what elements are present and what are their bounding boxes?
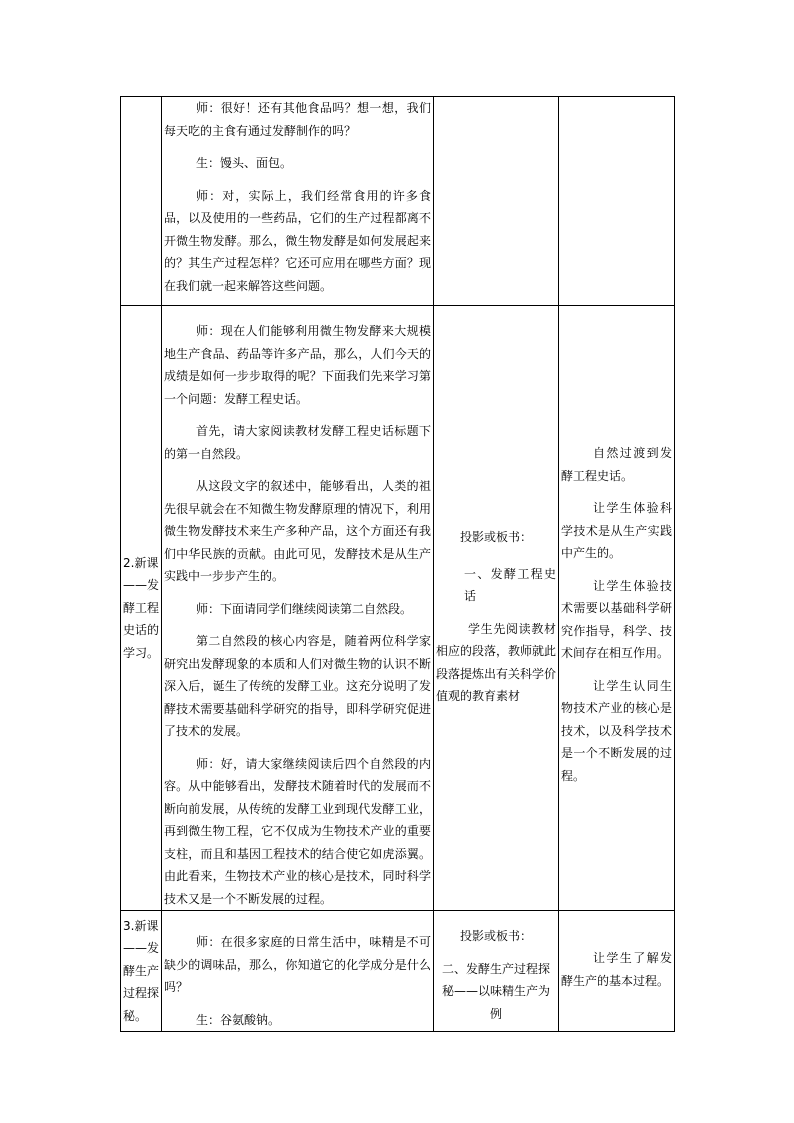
media-title: 一、发酵工程史话 — [464, 566, 556, 603]
process-paragraph: 师：对，实际上，我们经常食用的许多食品，以及使用的一些药品，它们的生产过程都离不开微生物发酵。那么，微生物发酵是如何发展起来的？其生产过程怎样？它还可应用在哪些方面？现在我们就一起来解答这些问题。 — [164, 188, 431, 293]
intent-paragraph: 让学生认同生物技术产业的核心是技术，以及科学技术是一个不断发展的过程。 — [561, 678, 672, 783]
media-note: 学生先阅读教材相应的段落，教师就此段落提炼出有关科学价值观的教育素材 — [436, 621, 557, 703]
media-cell — [434, 306, 559, 911]
media-cell — [434, 911, 559, 1032]
table-row — [121, 97, 675, 306]
process-cell — [162, 306, 434, 911]
process-cell — [162, 97, 434, 306]
media-title: 二、发酵生产过程探秘——以味精生产为例 — [441, 961, 550, 1021]
intent-paragraph: 让学生体验技术需要以基础科学研究作指导，科学、技术间存在相互作用。 — [561, 578, 672, 660]
media-heading: 投影或板书： — [459, 929, 532, 943]
process-paragraph: 师：现在人们能够利用微生物发酵来大规模地生产食品、药品等许多产品，那么，人们今天的成绩是如何一步步取得的呢？下面我们先来学习第一个问题：发酵工程史话。 — [164, 324, 431, 406]
process-paragraph: 师：很好！还有其他食品吗？想一想，我们每天吃的主食有通过发酵制作的吗？ — [164, 101, 431, 138]
intent-cell — [559, 306, 675, 911]
process-paragraph: 师：下面请同学们继续阅读第二自然段。 — [196, 601, 413, 616]
intent-cell — [559, 97, 675, 306]
intent-cell — [559, 911, 675, 1032]
process-paragraph: 从这段文字的叙述中，能够看出，人类的祖先很早就会在不知微生物发酵原理的情况下，利用微生物发酵技术来生产多种产品，这个方面还有我们中华民族的贡献。由此可见，发酵技术是从生产实践中一步步产生的。 — [164, 479, 431, 583]
process-paragraph: 生：谷氨酸钠。 — [196, 1012, 281, 1027]
table-row — [121, 911, 675, 1032]
process-paragraph: 首先，请大家阅读教材发酵工程史话标题下的第一自然段。 — [164, 424, 431, 461]
lesson-plan-table — [120, 96, 675, 1032]
media-cell — [434, 97, 559, 306]
intent-paragraph: 让学生体验科学技术是从生产实践中产生的。 — [561, 501, 672, 560]
stage-cell — [121, 911, 162, 1032]
process-cell — [162, 911, 434, 1032]
process-paragraph: 第二自然段的核心内容是，随着两位科学家研究出发酵现象的本质和人们对微生物的认识不断深入后，诞生了传统的发酵工业。这充分说明了发酵技术需要基础科学研究的指导，即科学研究促进了技术的发展。 — [164, 634, 431, 738]
stage-cell — [121, 97, 162, 306]
intent-paragraph: 让学生了解发酵生产的基本过程。 — [561, 951, 672, 988]
table-row — [121, 306, 675, 911]
process-paragraph: 师：在很多家庭的日常生活中，味精是不可缺少的调味品，那么，你知道它的化学成分是什么吗？ — [164, 935, 431, 994]
process-paragraph: 师：好，请大家继续阅读后四个自然段的内容。从中能够看出，发酵技术随着时代的发展而不断向前发展，从传统的发酵工业到现代发酵工业，再到微生物工程，它不仅成为生物技术产业的重要支柱，而且和基因工程技术的结合使它如虎添翼。由此看来，生物技术产业的核心是技术，同时科学技术又是一个不断发展的过程。 — [164, 756, 431, 906]
stage-label: 3.新课——发酵生产过程探秘。 — [123, 918, 160, 1023]
stage-label: 2.新课——发酵工程史话的学习。 — [123, 555, 160, 660]
process-paragraph: 生：馒头、面包。 — [196, 156, 293, 170]
media-heading: 投影或板书： — [459, 530, 532, 544]
stage-cell — [121, 306, 162, 911]
intent-paragraph: 自然过渡到发酵工程史话。 — [561, 446, 672, 483]
